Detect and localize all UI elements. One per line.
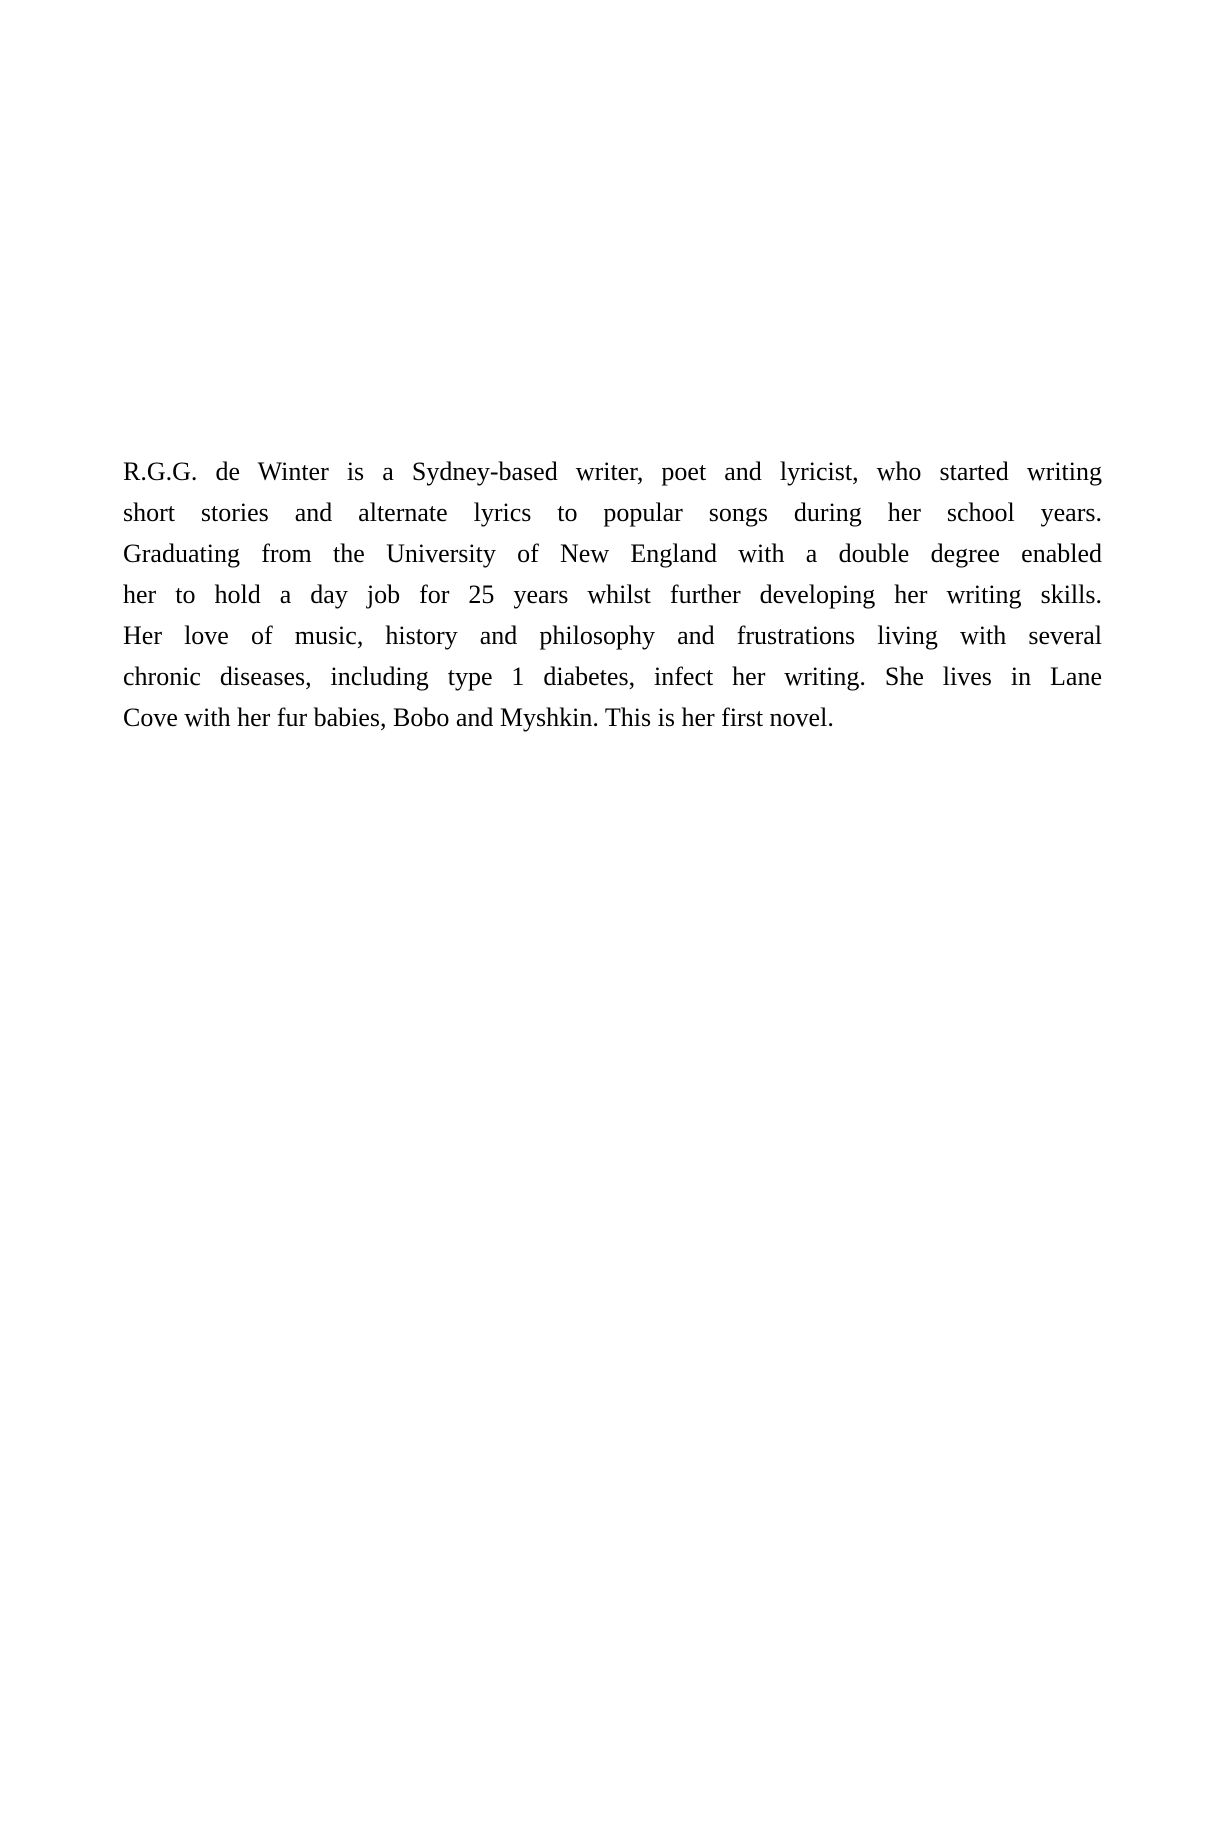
bio-line: Her love of music, history and philosophy and frustrations living with several: [123, 621, 1102, 650]
bio-line: Cove with her fur babies, Bobo and Myshkin. This is her first novel.: [123, 703, 834, 732]
bio-line: R.G.G. de Winter is a Sydney-based writer, poet and lyricist, who started writing: [123, 457, 1102, 486]
bio-line: Graduating from the University of New England with a double degree enabled: [123, 539, 1102, 568]
bio-line: short stories and alternate lyrics to popular songs during her school years.: [123, 498, 1102, 527]
bio-line: chronic diseases, including type 1 diabetes, infect her writing. She lives in Lane: [123, 662, 1102, 691]
author-bio-paragraph: [123, 451, 1102, 738]
bio-line: her to hold a day job for 25 years whilst further developing her writing skills.: [123, 580, 1102, 609]
